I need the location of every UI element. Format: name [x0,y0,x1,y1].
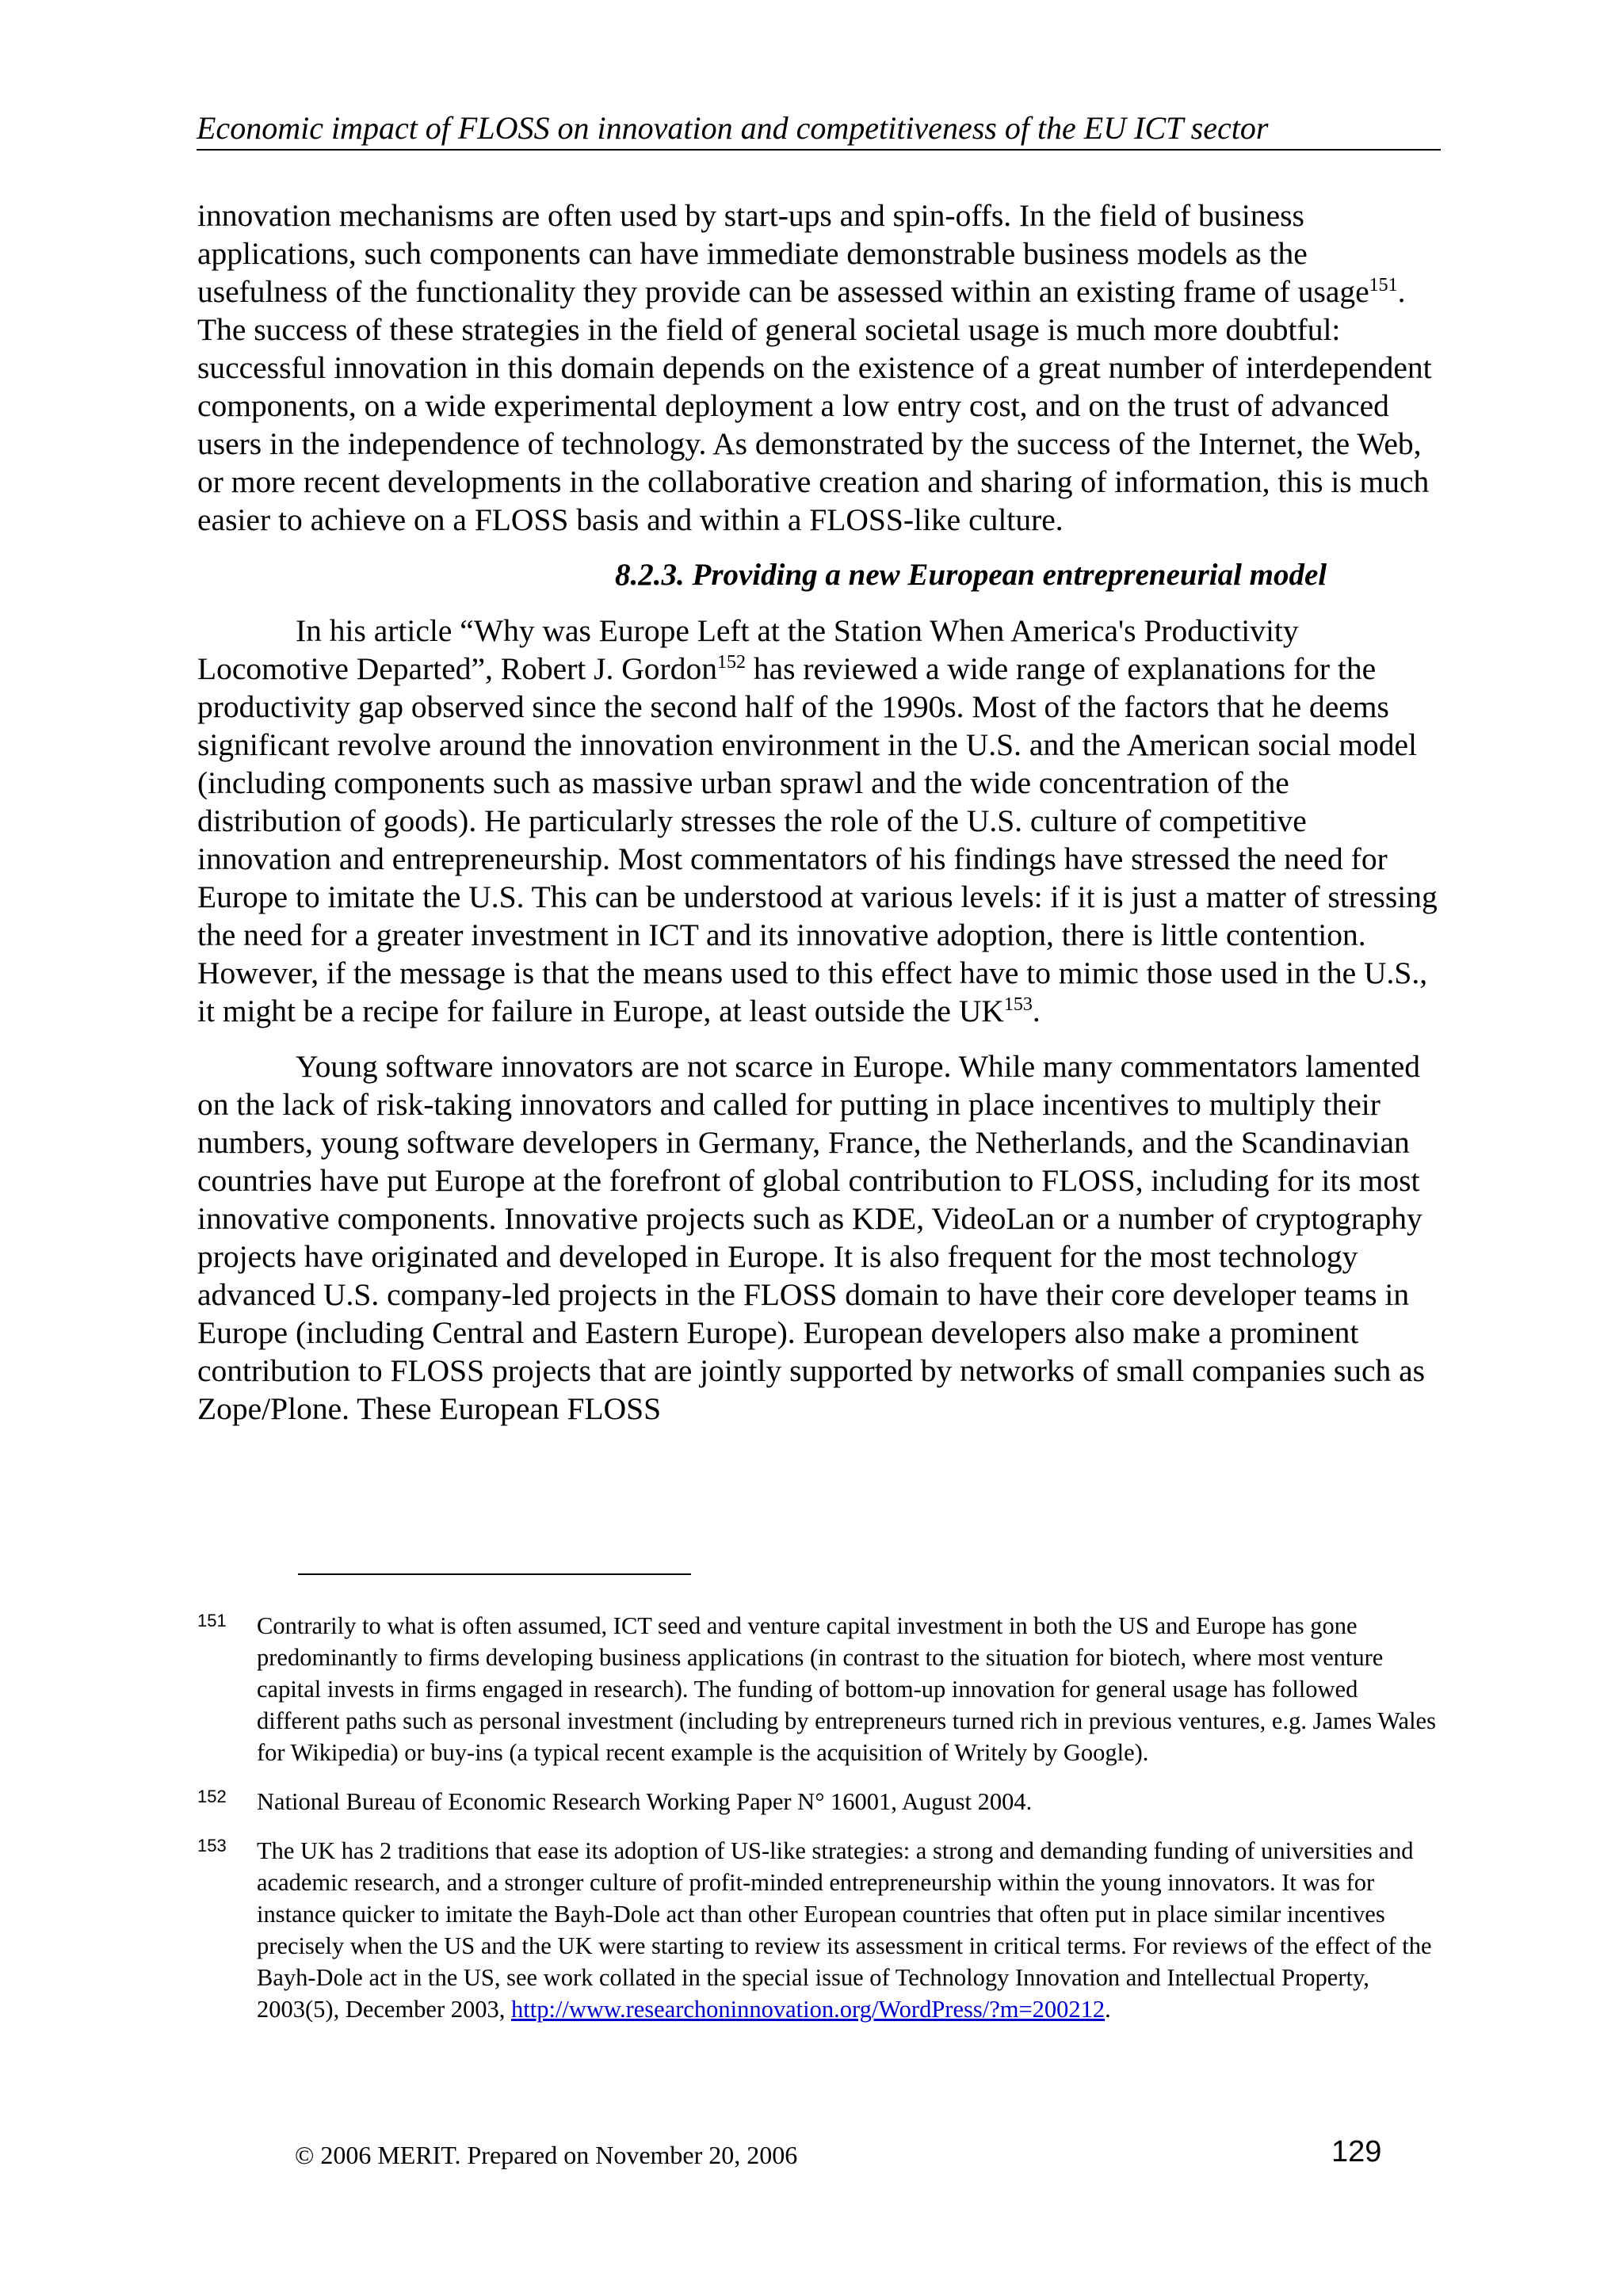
footer-copyright: © 2006 MERIT. Prepared on November 20, 2006 [295,2141,798,2169]
footnote-number: 152 [197,1787,227,1806]
body-text [197,196,1441,1428]
paragraph-2-text-a: In his article “Why was Europe Left at the Station When America's Productivity Locomotive Departed”, Robert J. Gordon [197,613,1299,686]
paragraph-1-text-a: innovation mechanisms are often used by start-ups and spin-offs. In the field of business applications, such components can have immediate demonstrable business models as the usefulness of the functionality they provide can be assessed within an existing frame of usage [197,198,1369,309]
footnote-number: 153 [197,1836,227,1855]
paragraph-2-text-b: has reviewed a wide range of explanations for the productivity gap observed since the second half of the 1990s. Most of the factors that he deems significant revolve around the innovation environment in the U.S. and the American social model (including components such as massive urban sprawl and the wide concentration of the distribution of goods). He particularly stresses the role of the U.S. culture of competitive innovation and entrepreneurship. Most commentators of his findings have stressed the need for Europe to imitate the U.S. This can be understood at various levels: if it is just a matter of stressing the need for a greater investment in ICT and its innovative adoption, there is little contention. However, if the message is that the means used to this effect have to mimic those used in the U.S., it might be a recipe for failure in Europe, at least outside the UK [197,651,1438,1028]
paragraph-2-text-c: . [1032,994,1041,1028]
section-heading: 8.2.3. Providing a new European entrepreneurial model [615,558,1327,592]
footnote-separator [298,1573,691,1575]
paragraph-2 [197,612,1441,1030]
footnote-text: National Bureau of Economic Research Working Paper N° 16001, August 2004. [257,1788,1033,1815]
footnote-153 [197,1835,1441,2025]
paragraph-3: Young software innovators are not scarce in Europe. While many commentators lamented on the lack of risk-taking innovators and called for putting in place incentives to multiply their numbers, young software developers in Germany, France, the Netherlands, and the Scandinavian countries have put Europe at the forefront of global contribution to FLOSS, including for its most innovative components. Innovative projects such as KDE, VideoLan or a number of cryptography projects have originated and developed in Europe. It is also frequent for the most technology advanced U.S. company-led projects in the FLOSS domain to have their core developer teams in Europe (including Central and Eastern Europe). European developers also make a prominent contribution to FLOSS projects that are jointly supported by networks of small companies such as Zope/Plone. These European FLOSS [197,1049,1426,1426]
footnote-text-end: . [1105,1996,1111,2023]
paragraph-1-text-b: . The success of these strategies in the field of general societal usage is much more doubtful: successful innovation in this domain depends on the existence of a great number of interdependent components, on a wide experimental deployment a low entry cost, and on the trust of advanced users in the independence of technology. As demonstrated by the success of the Internet, the Web, or more recent developments in the collaborative creation and sharing of information, this is much easier to achieve on a FLOSS basis and within a FLOSS-like culture. [197,274,1432,537]
footnote-ref-151[interactable]: 151 [1369,274,1398,296]
footnote-151 [197,1610,1441,1768]
footnote-ref-153[interactable]: 153 [1003,994,1033,1015]
research-link[interactable]: http://www.researchoninnovation.org/WordPress/?m=200212 [511,1996,1106,2023]
footnote-number: 151 [197,1611,227,1630]
paragraph-1 [197,196,1441,539]
header-rule [197,149,1441,151]
footnotes [197,1610,1441,2042]
footnote-ref-152[interactable]: 152 [716,651,746,673]
running-header: Economic impact of FLOSS on innovation and competitiveness of the EU ICT sector [197,110,1269,146]
page-number: 129 [1331,2135,1382,2168]
footnote-text: Contrarily to what is often assumed, ICT seed and venture capital investment in both the US and Europe has gone predominantly to firms developing business applications (in contrast to the situation for biotech, where most venture capital invests in firms engaged in research). The funding of bottom-up innovation for general usage has followed different paths such as personal investment (including by entrepreneurs turned rich in previous ventures, e.g. James Wales for Wikipedia) or buy-ins (a typical recent example is the acquisition of Writely by Google). [257,1612,1436,1766]
footnote-152 [197,1786,1441,1817]
footnote-text: The UK has 2 traditions that ease its adoption of US-like strategies: a strong and demanding funding of universities and academic research, and a stronger culture of profit-minded entrepreneurship within the young innovators. It was for instance quicker to imitate the Bayh-Dole act than other European countries that often put in place similar incentives precisely when the US and the UK were starting to review its assessment in critical terms. For reviews of the effect of the Bayh-Dole act in the US, see work collated in the special issue of Technology Innovation and Intellectual Property, 2003(5), December 2003, [257,1837,1432,2023]
